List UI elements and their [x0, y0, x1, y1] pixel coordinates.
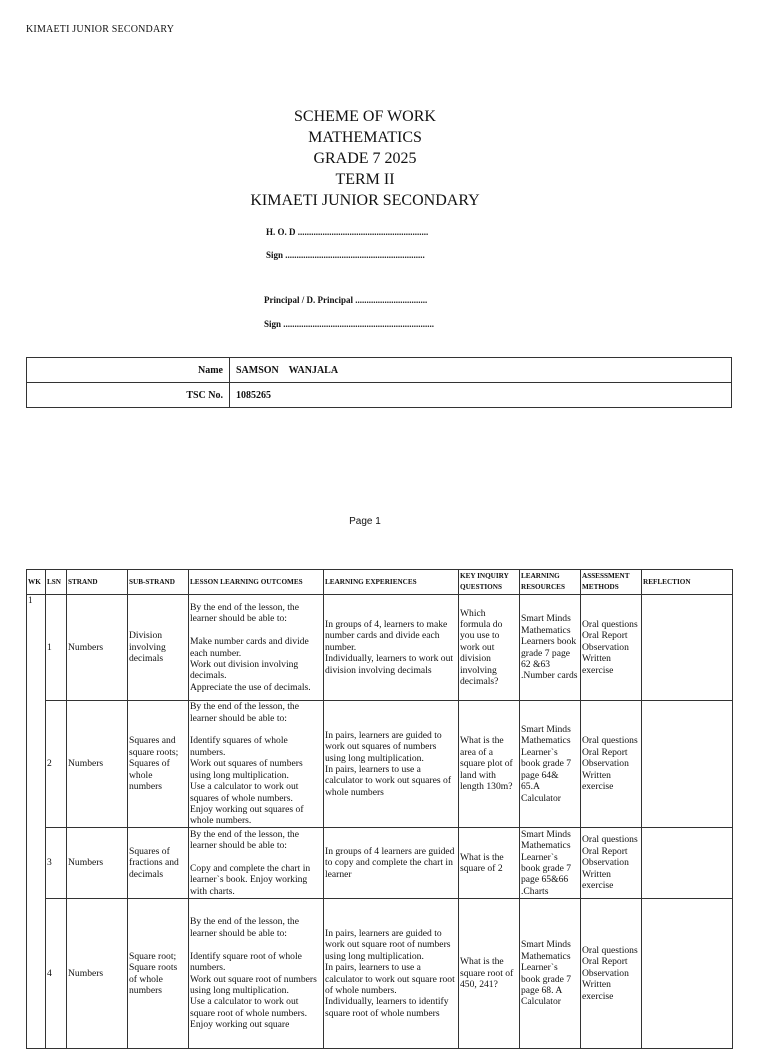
- outcome-line: Copy and complete the chart in learner`s book. Enjoy working with charts.: [190, 863, 311, 897]
- outcome-line: [190, 939, 322, 950]
- resources-cell: Smart Minds Mathematics Learner`s book grade 7 page 65&66 .Charts: [520, 828, 581, 899]
- outcome-line: By the end of the lesson, the learner should be able to:: [190, 601, 299, 625]
- tsc-row: [27, 383, 732, 408]
- outcome-line: Identify square root of whole numbers.: [190, 950, 302, 974]
- experience-line: In groups of 4, learners to make number cards and divide each number.: [325, 618, 448, 653]
- header-strand: STRAND: [67, 570, 128, 595]
- assessment-line: Oral questions: [582, 618, 638, 630]
- header-outcomes: LESSON LEARNING OUTCOMES: [189, 570, 324, 595]
- teacher-name-row: [27, 358, 732, 383]
- outcome-line: Work out division involving decimals.: [190, 658, 299, 682]
- key-inquiry-cell: What is the square of 2: [459, 828, 520, 899]
- tsc-label: TSC No.: [27, 383, 230, 408]
- header-lsn: LSN: [46, 570, 67, 595]
- strand-cell: Numbers: [67, 701, 128, 828]
- title-school: KIMAETI JUNIOR SECONDARY: [250, 192, 480, 209]
- outcomes-cell: [189, 701, 324, 828]
- outcome-line: By the end of the lesson, the learner should be able to:: [190, 701, 299, 724]
- scheme-of-work-table: [26, 569, 733, 1049]
- key-inquiry-cell: What is the area of a square plot of land with length 130m?: [459, 701, 520, 828]
- lesson-number-cell: 3: [46, 828, 67, 899]
- key-inquiry-cell: What is the square root of 450, 241?: [459, 899, 520, 1049]
- experiences-cell: [324, 701, 459, 828]
- reflection-cell: [642, 828, 733, 899]
- outcome-line: Work out squares of numbers using long multiplication.: [190, 758, 303, 781]
- header-key-inquiry: KEY INQUIRY QUESTIONS: [459, 570, 520, 595]
- outcome-line: [190, 625, 322, 636]
- strand-cell: Numbers: [67, 828, 128, 899]
- experiences-cell: [324, 899, 459, 1049]
- assessment-line: Oral Report: [582, 956, 628, 968]
- reflection-cell: [642, 595, 733, 701]
- lesson-number-cell: 2: [46, 701, 67, 828]
- lesson-number-cell: 4: [46, 899, 67, 1049]
- outcome-line: By the end of the lesson, the learner should be able to:: [190, 916, 299, 939]
- header-resources: LEARNING RESOURCES: [520, 570, 581, 595]
- assessment-cell: [581, 828, 642, 899]
- principal-signature-line: Principal / D. Principal ................................: [264, 295, 428, 305]
- resources-cell: Smart Minds Mathematics Learner`s book grade 7 page 64& 65.A Calculator: [520, 701, 581, 828]
- outcome-line: [190, 852, 322, 863]
- week-cell: 1: [27, 595, 46, 1049]
- header-experiences: LEARNING EXPERIENCES: [324, 570, 459, 595]
- title-scheme: SCHEME OF WORK: [294, 108, 436, 125]
- lesson-number-cell: 1: [46, 595, 67, 701]
- resources-cell: Smart Minds Mathematics Learners book grade 7 page 62 &63 .Number cards: [520, 595, 581, 701]
- experience-line: In pairs, learners to use a calculator to work out square root of whole numbers.: [325, 962, 455, 996]
- assessment-line: Oral questions: [582, 735, 638, 747]
- assessment-line: Oral questions: [582, 944, 638, 956]
- assessment-line: Oral Report: [582, 630, 628, 642]
- experience-line: In pairs, learners to use a calculator to work out squares of whole numbers: [325, 764, 452, 798]
- reflection-cell: [642, 899, 733, 1049]
- outcome-line: By the end of the lesson, the learner should be able to:: [190, 828, 299, 852]
- title-term: TERM II: [335, 171, 395, 188]
- assessment-line: Written exercise: [582, 653, 614, 676]
- assessment-cell: [581, 899, 642, 1049]
- document-title-block: [0, 106, 730, 211]
- assessment-line: Written exercise: [582, 868, 614, 892]
- substrand-cell: Division involving decimals: [128, 595, 189, 701]
- outcome-line: [190, 724, 322, 735]
- assessment-line: Oral questions: [582, 834, 638, 846]
- table-row: [27, 701, 733, 828]
- outcomes-cell: [189, 899, 324, 1049]
- outcome-line: Make number cards and divide each number.: [190, 636, 309, 659]
- page-number: Page 1: [349, 516, 381, 527]
- experiences-cell: [324, 828, 459, 899]
- header-substrand: SUB-STRAND: [128, 570, 189, 595]
- assessment-line: Observation: [582, 758, 629, 770]
- assessment-line: Observation: [582, 641, 629, 653]
- teacher-info-table: [26, 357, 732, 408]
- outcome-line: Identify squares of whole numbers.: [190, 735, 288, 758]
- title-subject: MATHEMATICS: [308, 129, 422, 146]
- table-row: [27, 595, 733, 701]
- experience-line: In groups of 4 learners are guided to copy and complete the chart in learner: [325, 845, 455, 880]
- assessment-cell: [581, 595, 642, 701]
- outcome-line: Use a calculator to work out squares of whole numbers.: [190, 781, 299, 804]
- hod-sign-line: Sign ..............................................................: [266, 250, 425, 260]
- substrand-cell: Squares and square roots; Squares of whole numbers: [128, 701, 189, 828]
- title-grade: GRADE 7 2025: [313, 150, 417, 167]
- key-inquiry-cell: Which formula do you use to work out division involving decimals?: [459, 595, 520, 701]
- substrand-cell: Squares of fractions and decimals: [128, 828, 189, 899]
- outcomes-cell: [189, 828, 324, 899]
- principal-sign-line: Sign ...................................................................: [264, 319, 435, 329]
- header-reflection: REFLECTION: [642, 570, 733, 595]
- experience-line: Individually, learners to identify square root of whole numbers: [325, 996, 449, 1019]
- outcome-line: Enjoy working out square: [190, 1019, 290, 1031]
- substrand-cell: Square root; Square roots of whole numbers: [128, 899, 189, 1049]
- outcome-line: Enjoy working out squares of whole numbers.: [190, 803, 304, 827]
- assessment-line: Observation: [582, 857, 629, 869]
- resources-cell: Smart Minds Mathematics Learner`s book grade 7 page 68. A Calculator: [520, 899, 581, 1049]
- experience-line: In pairs, learners are guided to work out squares of numbers using long multiplication.: [325, 729, 442, 764]
- experience-line: In pairs, learners are guided to work out square root of numbers using long multiplication.: [325, 927, 451, 962]
- experiences-cell: [324, 595, 459, 701]
- strand-cell: Numbers: [67, 595, 128, 701]
- experience-line: Individually, learners to work out division involving decimals: [325, 653, 454, 676]
- table-row: [27, 899, 733, 1049]
- assessment-line: Written exercise: [582, 979, 614, 1002]
- tsc-value: 1085265: [230, 383, 732, 408]
- name-label: Name: [27, 358, 230, 383]
- name-value: SAMSON WANJALA: [230, 358, 732, 383]
- reflection-cell: [642, 701, 733, 828]
- table-header-row: [27, 570, 733, 595]
- assessment-line: Observation: [582, 967, 629, 979]
- outcome-line: Use a calculator to work out square root of whole numbers.: [190, 996, 307, 1019]
- assessment-line: Written exercise: [582, 769, 614, 793]
- table-row: [27, 828, 733, 899]
- hod-signature-line: H. O. D ..........................................................: [266, 227, 429, 237]
- outcome-line: Appreciate the use of decimals.: [190, 681, 311, 693]
- assessment-cell: [581, 701, 642, 828]
- header-wk: WK: [27, 570, 46, 595]
- outcomes-cell: [189, 595, 324, 701]
- header-assessment: ASSESSMENT METHODS: [581, 570, 642, 595]
- strand-cell: Numbers: [67, 899, 128, 1049]
- header-school-name: KIMAETI JUNIOR SECONDARY: [26, 24, 175, 35]
- assessment-line: Oral Report: [582, 746, 628, 758]
- assessment-line: Oral Report: [582, 845, 628, 857]
- outcome-line: Work out square root of numbers using long multiplication.: [190, 973, 317, 996]
